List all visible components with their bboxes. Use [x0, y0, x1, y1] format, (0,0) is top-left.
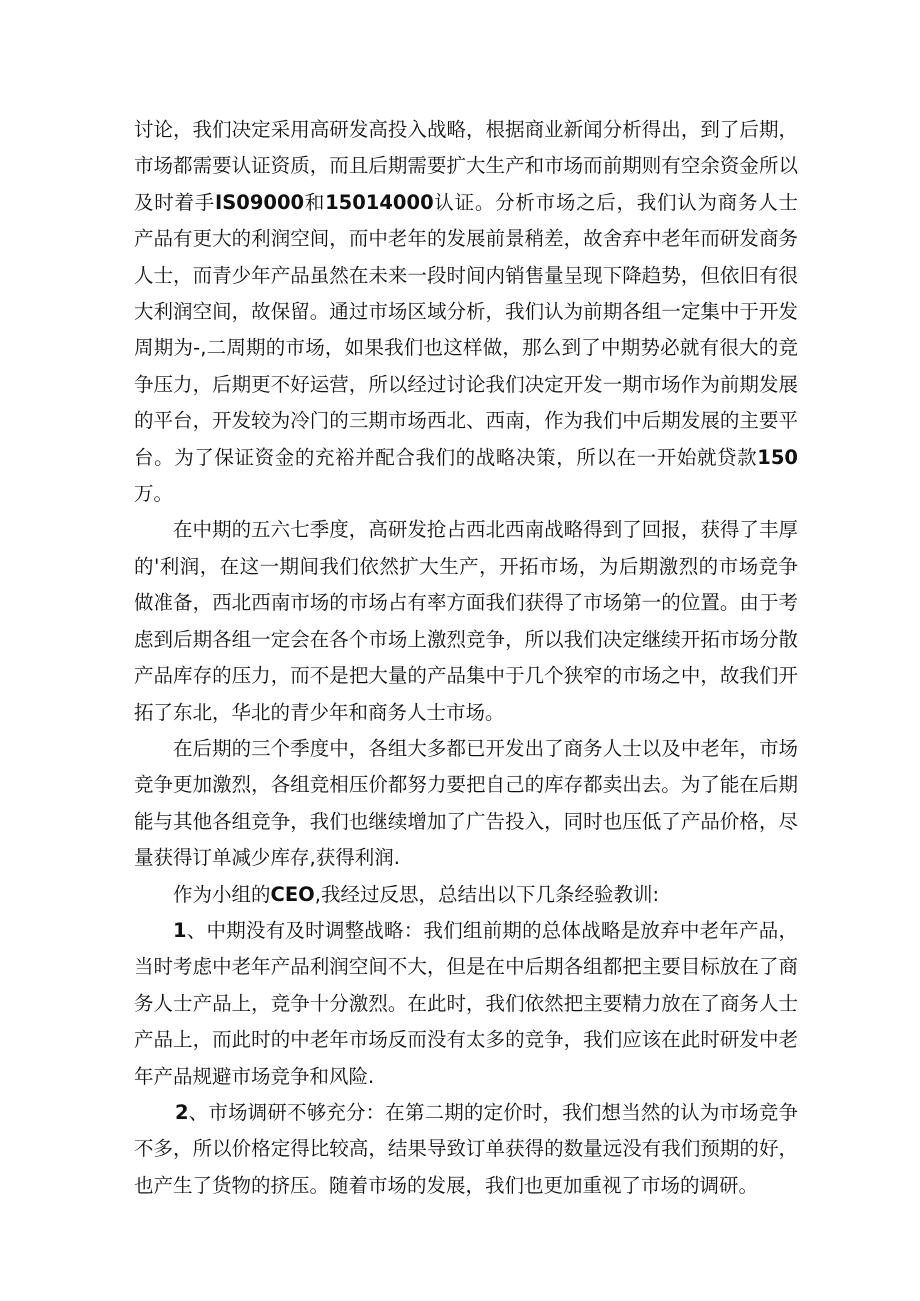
paragraph-midterm	[134, 512, 798, 730]
paragraph-strategy	[134, 112, 798, 512]
text-run: 万。	[134, 482, 174, 506]
lesson-number: 2	[174, 1100, 189, 1124]
text-run: 在中期的五六七季度，高研发抢占西北西南战略得到了回报，获得了丰厚的'利润，在这一期间我们依然扩大生产，开拓市场，为后期激烈的市场竞争做准备，西北西南市场的市场占有率方面我们获得了市场第一的位置。由于考虑到后期各组一定会在各个市场上激烈竞争，所以我们决定继续开拓市场分散产品库存的压力，而不是把大量的产品集中于几个狭窄的市场之中，故我们开拓了东北，华北的青少年和商务人士市场。	[134, 518, 798, 724]
text-run: 认证。分析市场之后，我们认为商务人士产品有更大的利润空间，而中老年的发展前景稍差，故舍弃中老年而研发商务人士，而青少年产品虽然在未来一段时间内销售量呈现下降趋势，但依旧有很大利润空间，故保留。通过市场区域分析，我们认为前期各组一定集中于开发周期为-,二周期的市场，如果我们也这样做，那么到了中期势必就有很大的竞争压力，后期更不好运营，所以经过讨论我们决定开发一期市场作为前期发展的平台，开发较为冷门的三期市场西北、西南，作为我们中后期发展的主要平台。为了保证资金的充裕并配合我们的战略决策，所以在一开始就贷款	[134, 190, 798, 469]
paragraph-late-period	[134, 731, 798, 877]
body-text	[134, 112, 798, 1204]
text-run: 我经过反思，总结出以下几条经验教训:	[320, 882, 660, 906]
lesson-item-2	[134, 1095, 798, 1204]
text-run-bold: CEO	[270, 882, 315, 906]
text-run: ,	[314, 882, 321, 906]
text-run: 讨论，我们决定采用高研发高投入战略，根据商业新闻分析得出，到了后期，市场都需要认证资质，而且后期需要扩大生产和市场而前期则有空余资金所以及时着手	[134, 118, 798, 214]
text-run: 、市场调研不够充分：在第二期的定价时，我们想当然的认为市场竞争不多，所以价格定得比较高，结果导致订单获得的数量远没有我们预期的好，也产生了货物的挤压。随着市场的发展，我们也更加重视了市场的调研。	[134, 1100, 798, 1197]
lesson-number: 1	[173, 918, 187, 942]
text-run-bold: 150	[757, 445, 798, 469]
text-run-bold: 15014000	[325, 190, 434, 214]
text-run: 、中期没有及时调整战略：我们组前期的总体战略是放弃中老年产品，当时考虑中老年产品利润空间不大，但是在中后期各组都把主要目标放在了商务人士产品上，竞争十分激烈。在此时，我们依然把主要精力放在了商务人士产品上，而此时的中老年市场反而没有太多的竞争，我们应该在此时研发中老年产品规避市场竞争和风险.	[134, 918, 798, 1088]
lesson-item-1	[134, 913, 798, 1095]
text-run-bold: IS09000	[214, 190, 305, 214]
paragraph-ceo-reflection	[134, 877, 798, 913]
text-run: 和	[304, 190, 326, 214]
text-run: 在后期的三个季度中，各组大多都已开发出了商务人士以及中老年，市场竞争更加激烈，各组竞相压价都努力要把自己的库存都卖出去。为了能在后期能与其他各组竞争，我们也继续增加了广告投入，同时也压低了产品价格，尽量获得订单减少库存,获得利润.	[134, 736, 798, 870]
text-run: 作为小组的	[173, 882, 271, 906]
